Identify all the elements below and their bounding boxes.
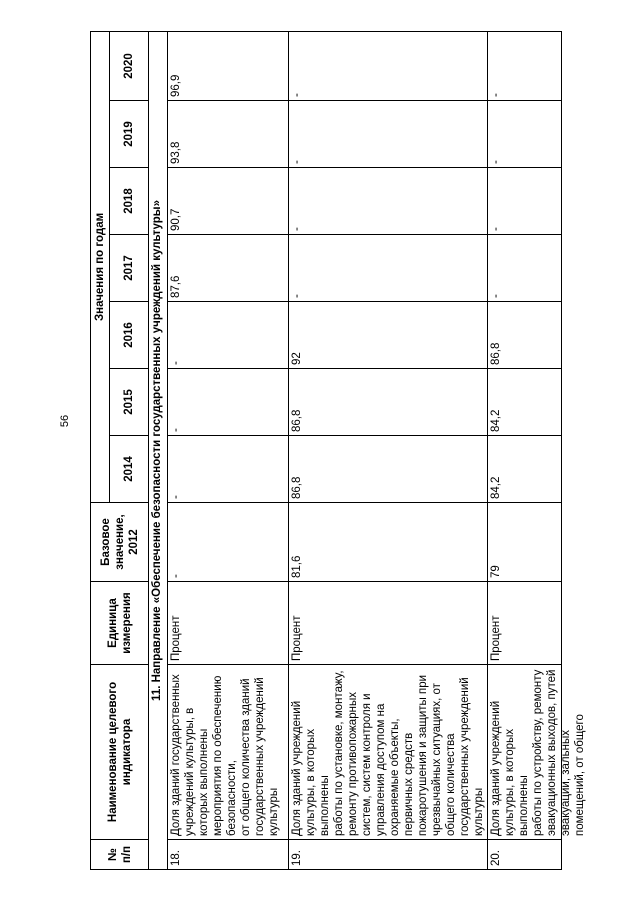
row-value-2016: - — [168, 302, 289, 369]
header-year-2016: 2016 — [110, 302, 149, 369]
row-value-2019: - — [289, 101, 488, 168]
indicator-table — [90, 31, 586, 870]
row-value-2020: 96,9 — [168, 31, 289, 100]
row-value-2016: 92 — [289, 302, 488, 369]
row-num: 20. — [488, 840, 562, 870]
row-value-2020: - — [289, 31, 488, 100]
header-year-2015: 2015 — [110, 369, 149, 436]
header-num: № п/п — [91, 840, 149, 870]
header-year-2019: 2019 — [110, 101, 149, 168]
row-value-2014: 86,8 — [289, 436, 488, 503]
row-value-2015: - — [168, 369, 289, 436]
table-row — [488, 31, 562, 869]
row-value-2019: - — [488, 101, 562, 168]
row-value-2018: - — [289, 168, 488, 235]
row-num: 19. — [289, 840, 488, 870]
row-value-2019: 93,8 — [168, 101, 289, 168]
row-value-2016: 86,8 — [488, 302, 562, 369]
row-unit: Процент — [168, 582, 289, 665]
row-value-2018: 90,7 — [168, 168, 289, 235]
row-unit: Процент — [289, 582, 488, 665]
row-value-2014: - — [168, 436, 289, 503]
row-value-2017: - — [488, 235, 562, 302]
header-years-group: Значения по годам — [91, 31, 110, 502]
table-row — [168, 31, 289, 869]
row-base-value: 81,6 — [289, 503, 488, 582]
page-number: 56 — [59, 414, 71, 428]
row-indicator-name: Доля зданий учреждений культуры, в которых выполнены работы по устройству, ремонту эвакуационных выходов, путей эвакуации, зальных помещений, от общего — [488, 665, 562, 840]
row-value-2014: 84,2 — [488, 436, 562, 503]
row-value-2015: 86,8 — [289, 369, 488, 436]
row-value-2018: - — [488, 168, 562, 235]
row-value-2017: 87,6 — [168, 235, 289, 302]
header-base-value: Базовое значение, 2012 — [91, 503, 149, 582]
section-title: 11. Направление «Обеспечение безопасности государственных учреждений культуры» — [149, 31, 168, 869]
rotated-table-container — [90, 32, 586, 870]
table-row — [289, 31, 488, 869]
row-value-2020: - — [488, 31, 562, 100]
header-year-2020: 2020 — [110, 31, 149, 100]
row-indicator-name: Доля зданий учреждений культуры, в которых выполнены работы по установке, монтажу, ремонту противопожарных систем, систем контроля и управления доступом на охраняемые объекты, первичных средств пожаротушения и защиты при чрезвычайных ситуациях, от общего количества государственных учреждений культуры — [289, 665, 488, 840]
header-year-2014: 2014 — [110, 436, 149, 503]
row-num: 18. — [168, 840, 289, 870]
row-base-value: 79 — [488, 503, 562, 582]
header-unit: Единица измерения — [91, 582, 149, 665]
header-indicator-name: Наименование целевого индикатора — [91, 665, 149, 840]
row-value-2017: - — [289, 235, 488, 302]
row-unit: Процент — [488, 582, 562, 665]
row-value-2015: 84,2 — [488, 369, 562, 436]
header-year-2017: 2017 — [110, 235, 149, 302]
row-indicator-name: Доля зданий государственных учреждений культуры, в которых выполнены мероприятия по обеспечению безопасности, от общего количества зданий государственных учреждений культуры — [168, 665, 289, 840]
header-year-2018: 2018 — [110, 168, 149, 235]
row-base-value: - — [168, 503, 289, 582]
